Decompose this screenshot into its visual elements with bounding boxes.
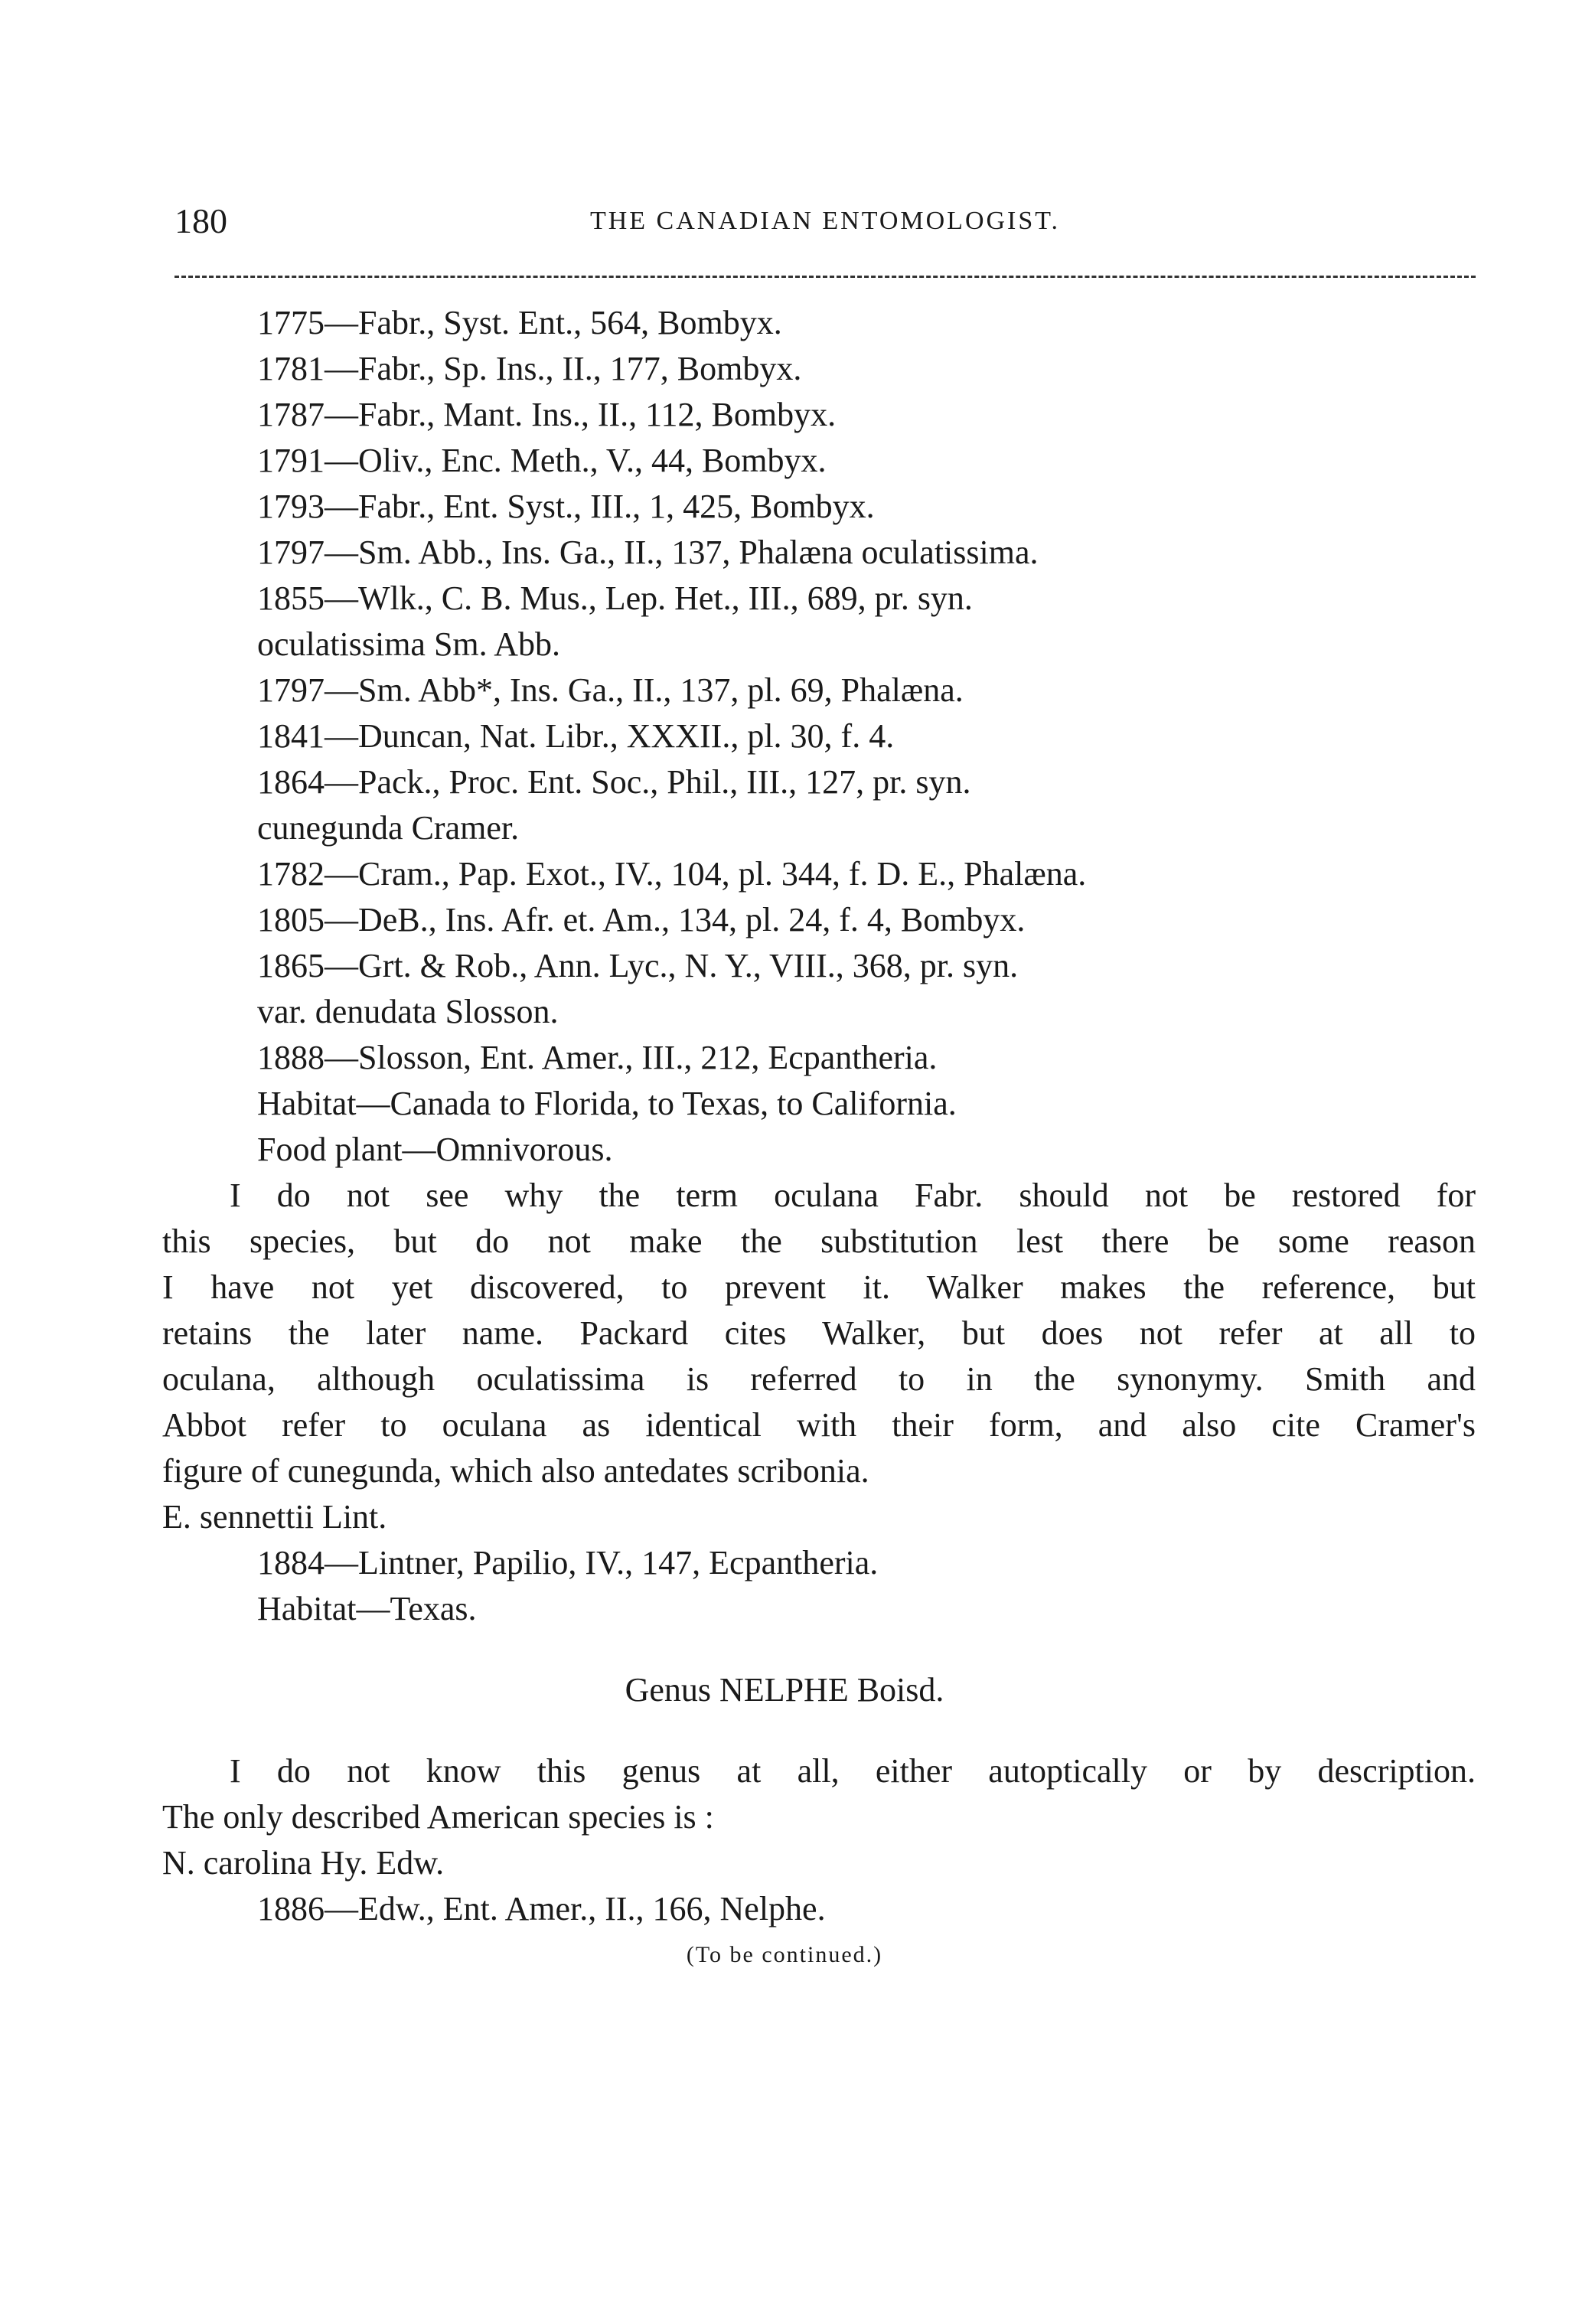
- citation-line: 1805—DeB., Ins. Afr. et. Am., 134, pl. 24, f. 4, Bombyx.: [257, 901, 1026, 938]
- paragraph-line: I have not yet discovered, to prevent it. Walker makes the reference, but: [162, 1268, 1476, 1306]
- section-gap: [0, 1632, 1569, 1667]
- citation-line: 1886—Edw., Ent. Amer., II., 166, Nelphe.: [257, 1890, 826, 1927]
- paragraph-line: The only described American species is :: [162, 1798, 714, 1836]
- citation-line: 1797—Sm. Abb*, Ins. Ga., II., 137, pl. 69, Phalæna.: [257, 671, 964, 709]
- species-heading: N. carolina Hy. Edw.: [162, 1844, 445, 1882]
- citation-line: 1888—Slosson, Ent. Amer., III., 212, Ecpantheria.: [257, 1039, 938, 1076]
- page-body: [0, 300, 1569, 1978]
- paragraph-line: I do not know this genus at all, either autoptically or by description.: [230, 1752, 1476, 1790]
- paragraph-line: figure of cunegunda, which also antedates scribonia.: [162, 1452, 869, 1490]
- header-rule: [175, 276, 1476, 278]
- synonym-heading: oculatissima Sm. Abb.: [257, 625, 560, 663]
- section-gap: [0, 1713, 1569, 1748]
- citation-line: 1797—Sm. Abb., Ins. Ga., II., 137, Phalæna oculatissima.: [257, 534, 1039, 571]
- citation-line: 1793—Fabr., Ent. Syst., III., 1, 425, Bombyx.: [257, 488, 875, 525]
- paragraph-line: oculana, although oculatissima is referred to in the synonymy. Smith and: [162, 1360, 1476, 1398]
- citation-line: 1884—Lintner, Papilio, IV., 147, Ecpantheria.: [257, 1544, 879, 1581]
- citation-line: 1791—Oliv., Enc. Meth., V., 44, Bombyx.: [257, 442, 827, 479]
- citation-line: 1865—Grt. & Rob., Ann. Lyc., N. Y., VIII., 368, pr. syn.: [257, 947, 1019, 984]
- paragraph-line: Abbot refer to oculana as identical with their form, and also cite Cramer's: [162, 1406, 1476, 1444]
- citation-line: 1775—Fabr., Syst. Ent., 564, Bombyx.: [257, 304, 782, 341]
- habitat-line: Habitat—Texas.: [257, 1590, 477, 1627]
- page-number: 180: [175, 201, 227, 240]
- citation-line: 1841—Duncan, Nat. Libr., XXXII., pl. 30, f. 4.: [257, 717, 895, 755]
- citation-line: 1787—Fabr., Mant. Ins., II., 112, Bombyx.: [257, 396, 837, 433]
- genus-heading: Genus NELPHE Boisd.: [625, 1671, 944, 1709]
- continued-note: (To be continued.): [686, 1942, 883, 1967]
- citation-line: 1781—Fabr., Sp. Ins., II., 177, Bombyx.: [257, 350, 802, 387]
- synonym-heading: cunegunda Cramer.: [257, 809, 520, 847]
- page-header: [175, 201, 1476, 262]
- citation-line: 1855—Wlk., C. B. Mus., Lep. Het., III., 689, pr. syn.: [257, 579, 973, 617]
- running-head: THE CANADIAN ENTOMOLOGIST.: [589, 207, 1061, 235]
- citation-line: 1782—Cram., Pap. Exot., IV., 104, pl. 344, f. D. E., Phalæna.: [257, 855, 1087, 893]
- citation-line: 1864—Pack., Proc. Ent. Soc., Phil., III., 127, pr. syn.: [257, 763, 971, 801]
- paragraph-line: this species, but do not make the substitution lest there be some reason: [162, 1222, 1476, 1260]
- paragraph-line: retains the later name. Packard cites Walker, but does not refer at all to: [162, 1314, 1476, 1352]
- synonym-heading: var. denudata Slosson.: [257, 993, 559, 1030]
- food-plant-line: Food plant—Omnivorous.: [257, 1131, 613, 1168]
- species-heading: E. sennettii Lint.: [162, 1498, 387, 1536]
- habitat-line: Habitat—Canada to Florida, to Texas, to California.: [257, 1085, 957, 1122]
- paragraph-line: I do not see why the term oculana Fabr. should not be restored for: [230, 1177, 1476, 1214]
